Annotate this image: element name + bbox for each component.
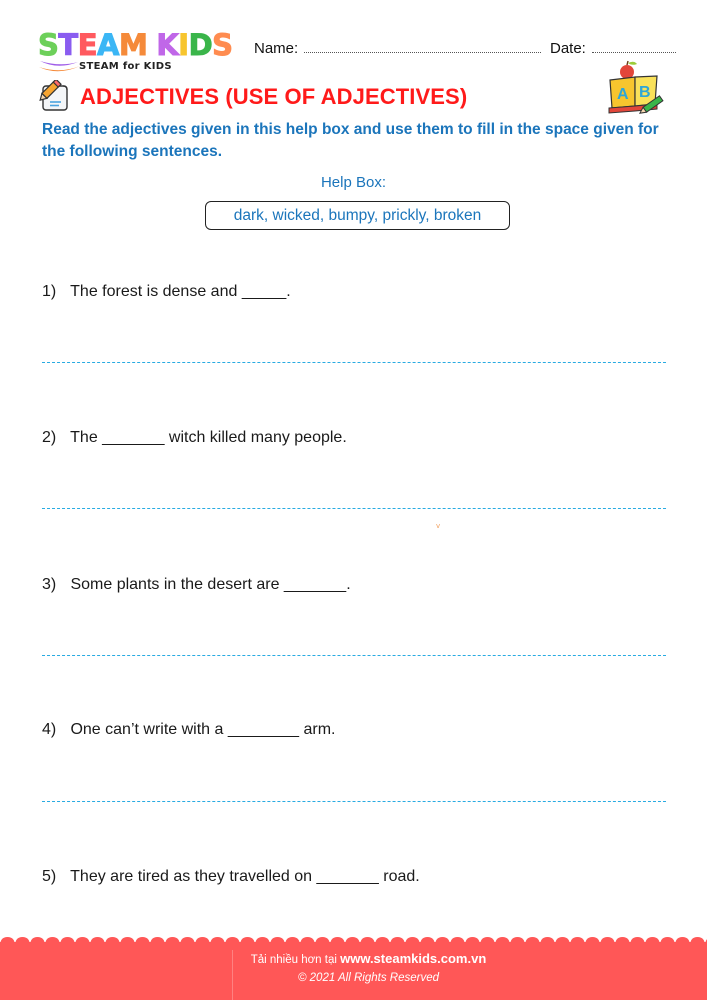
date-input-line[interactable] xyxy=(592,41,676,53)
question-number: 2) xyxy=(42,429,57,446)
footer-url-link[interactable]: www.steamkids.com.vn xyxy=(340,951,487,966)
answer-line-1[interactable] xyxy=(42,362,666,363)
stray-mark: v xyxy=(436,522,441,530)
name-label: Name: xyxy=(254,40,299,57)
question-5 xyxy=(42,868,420,886)
logo-letter: K xyxy=(156,28,179,62)
pencil-paper-icon xyxy=(37,80,71,112)
question-number: 5) xyxy=(42,868,57,885)
logo-subtitle: STEAM for KIDS xyxy=(79,61,172,72)
answer-line-3[interactable] xyxy=(42,655,666,656)
question-2 xyxy=(42,429,347,447)
name-input-line[interactable] xyxy=(304,41,541,53)
question-3 xyxy=(42,576,351,594)
logo-letter: E xyxy=(77,28,97,62)
svg-text:A: A xyxy=(617,86,629,103)
question-text: They are tired as they travelled on _______ road. xyxy=(70,868,420,885)
footer-prefix: Tải nhiều hơn tại xyxy=(250,954,341,966)
logo-letter: S xyxy=(38,28,59,62)
date-field[interactable] xyxy=(550,40,676,57)
logo-letter: S xyxy=(212,28,233,62)
question-number: 4) xyxy=(42,721,57,738)
question-text: Some plants in the desert are _______. xyxy=(70,576,351,593)
question-text: The _______ witch killed many people. xyxy=(70,429,347,446)
help-box-words: dark, wicked, bumpy, prickly, broken xyxy=(233,206,482,224)
question-4 xyxy=(42,721,335,739)
answer-line-2[interactable] xyxy=(42,508,666,509)
help-box xyxy=(205,201,510,230)
logo-letter: I xyxy=(178,28,189,62)
logo-letter: A xyxy=(97,28,119,62)
logo-letter: T xyxy=(58,28,78,62)
question-1 xyxy=(42,283,291,301)
question-text: One can’t write with a ________ arm. xyxy=(70,721,336,738)
question-number: 1) xyxy=(42,283,57,300)
steam-kids-logo xyxy=(38,30,238,75)
logo-swoosh-icon xyxy=(38,58,82,76)
footer-copyright: © 2021 All Rights Reserved xyxy=(297,972,439,984)
logo-wordmark xyxy=(38,30,233,60)
abc-book-apple-icon xyxy=(605,60,665,115)
answer-line-4[interactable] xyxy=(42,801,666,802)
page-title: ADJECTIVES (USE OF ADJECTIVES) xyxy=(80,84,468,109)
question-number: 3) xyxy=(42,576,57,593)
date-label: Date: xyxy=(550,40,586,57)
name-field[interactable] xyxy=(254,40,541,57)
question-text: The forest is dense and _____. xyxy=(70,283,291,300)
help-box-label: Help Box: xyxy=(320,174,387,191)
footer-download-text xyxy=(0,951,707,966)
instructions-text: Read the adjectives given in this help box and use them to fill in the space given for the following sentences. xyxy=(42,121,659,160)
logo-letter: D xyxy=(188,28,213,62)
svg-text:B: B xyxy=(639,84,651,101)
logo-letter: M xyxy=(118,28,148,62)
